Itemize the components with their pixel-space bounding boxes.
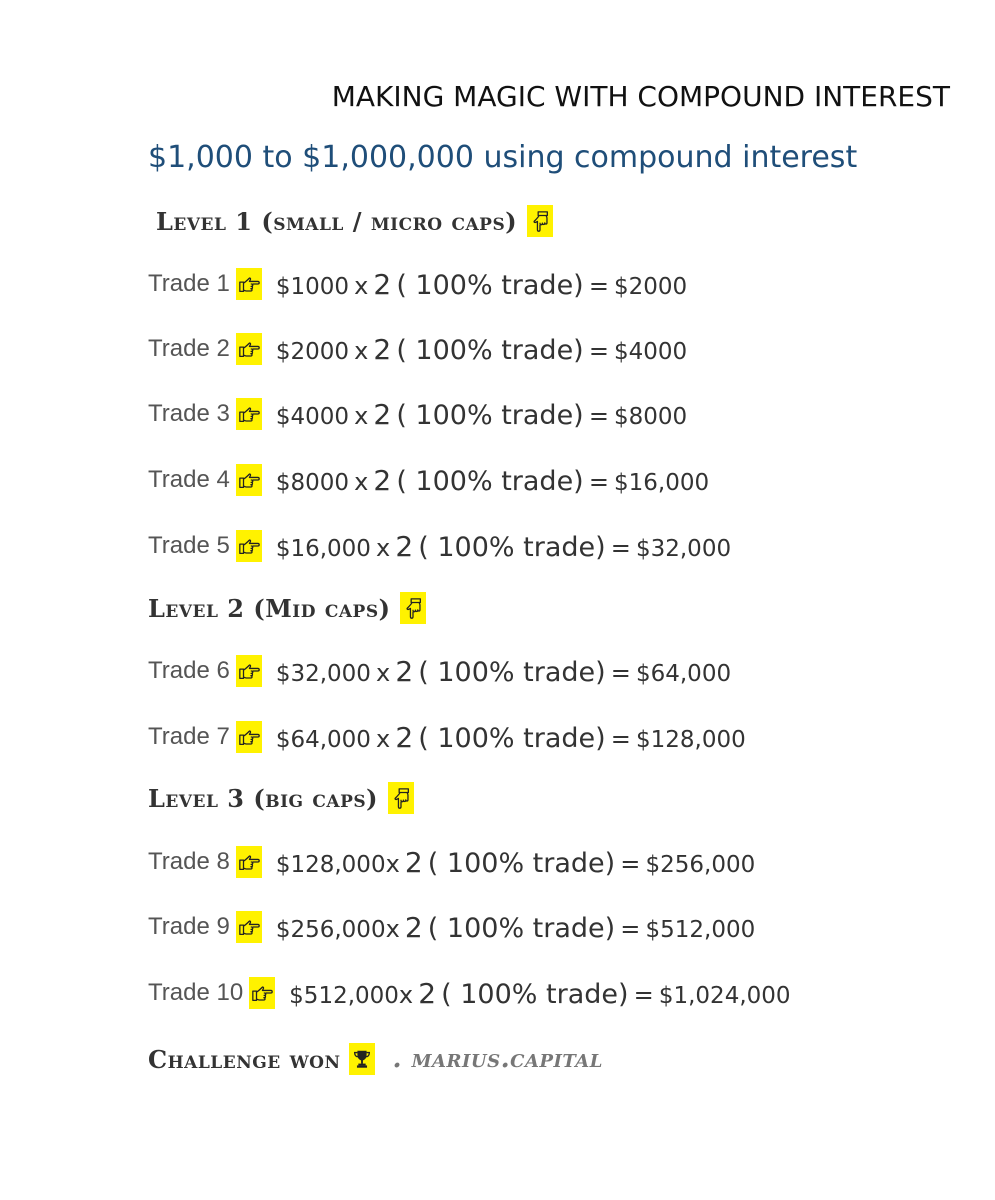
trade-row — [148, 717, 746, 757]
pointing-hand-icon — [236, 268, 262, 300]
pointing-hand-icon — [236, 398, 262, 430]
trade-row — [148, 526, 731, 566]
trade-label: Trade 3 — [148, 400, 230, 427]
trade-label: Trade 9 — [148, 913, 230, 940]
trade-formula: $256,000x 2 ( 100% trade) = $512,000 — [275, 910, 756, 944]
trade-label: Trade 4 — [148, 466, 230, 493]
pointing-hand-icon — [236, 530, 262, 562]
trade-row — [148, 651, 731, 691]
trade-label: Trade 6 — [148, 657, 230, 684]
trade-formula: $16,000 x 2 ( 100% trade) = $32,000 — [275, 529, 732, 563]
pointing-hand-icon — [236, 464, 262, 496]
pointing-hand-icon — [236, 846, 262, 878]
trade-row — [148, 329, 687, 369]
trade-formula: $512,000x 2 ( 100% trade) = $1,024,000 — [289, 976, 791, 1010]
trophy-icon — [349, 1043, 375, 1075]
level-2-heading — [148, 588, 432, 628]
trade-formula: $2000 x 2 ( 100% trade) = $4000 — [275, 332, 688, 366]
trade-formula: $128,000x 2 ( 100% trade) = $256,000 — [275, 845, 756, 879]
trade-label: Trade 5 — [148, 532, 230, 559]
pointing-hand-icon — [236, 655, 262, 687]
trade-formula: $32,000 x 2 ( 100% trade) = $64,000 — [275, 654, 732, 688]
level-heading-text: Level 1 (small / micro caps) — [156, 206, 518, 236]
challenge-won-text: Challenge won — [148, 1044, 341, 1074]
signature: . marius.capital — [392, 1044, 603, 1074]
trade-row — [148, 460, 709, 500]
trade-label: Trade 7 — [148, 723, 230, 750]
hand-pointing-down-icon — [400, 592, 426, 624]
pointing-hand-icon — [249, 977, 275, 1009]
level-3-heading — [148, 778, 420, 818]
trade-row — [148, 973, 791, 1013]
trade-formula: $64,000 x 2 ( 100% trade) = $128,000 — [275, 720, 746, 754]
level-1-heading — [156, 201, 559, 241]
hand-pointing-down-icon — [388, 782, 414, 814]
trade-label: Trade 10 — [148, 979, 244, 1006]
level-heading-text: Level 3 (big caps) — [148, 783, 379, 813]
pointing-hand-icon — [236, 333, 262, 365]
trade-formula: $4000 x 2 ( 100% trade) = $8000 — [275, 397, 688, 431]
page-title: MAKING MAGIC WITH COMPOUND INTEREST — [331, 80, 950, 113]
trade-label: Trade 2 — [148, 335, 230, 362]
level-heading-text: Level 2 (Mid caps) — [148, 593, 391, 623]
trade-label: Trade 8 — [148, 848, 230, 875]
page-subtitle: $1,000 to $1,000,000 using compound interest — [148, 140, 858, 175]
trade-row — [148, 394, 687, 434]
trade-label: Trade 1 — [148, 270, 230, 297]
pointing-hand-icon — [236, 721, 262, 753]
pointing-hand-icon — [236, 911, 262, 943]
trade-formula: $1000 x 2 ( 100% trade) = $2000 — [275, 267, 688, 301]
challenge-won-line — [148, 1039, 603, 1079]
trade-formula: $8000 x 2 ( 100% trade) = $16,000 — [275, 463, 710, 497]
trade-row — [148, 842, 755, 882]
hand-pointing-down-icon — [527, 205, 553, 237]
trade-row — [148, 264, 687, 304]
trade-row — [148, 907, 755, 947]
